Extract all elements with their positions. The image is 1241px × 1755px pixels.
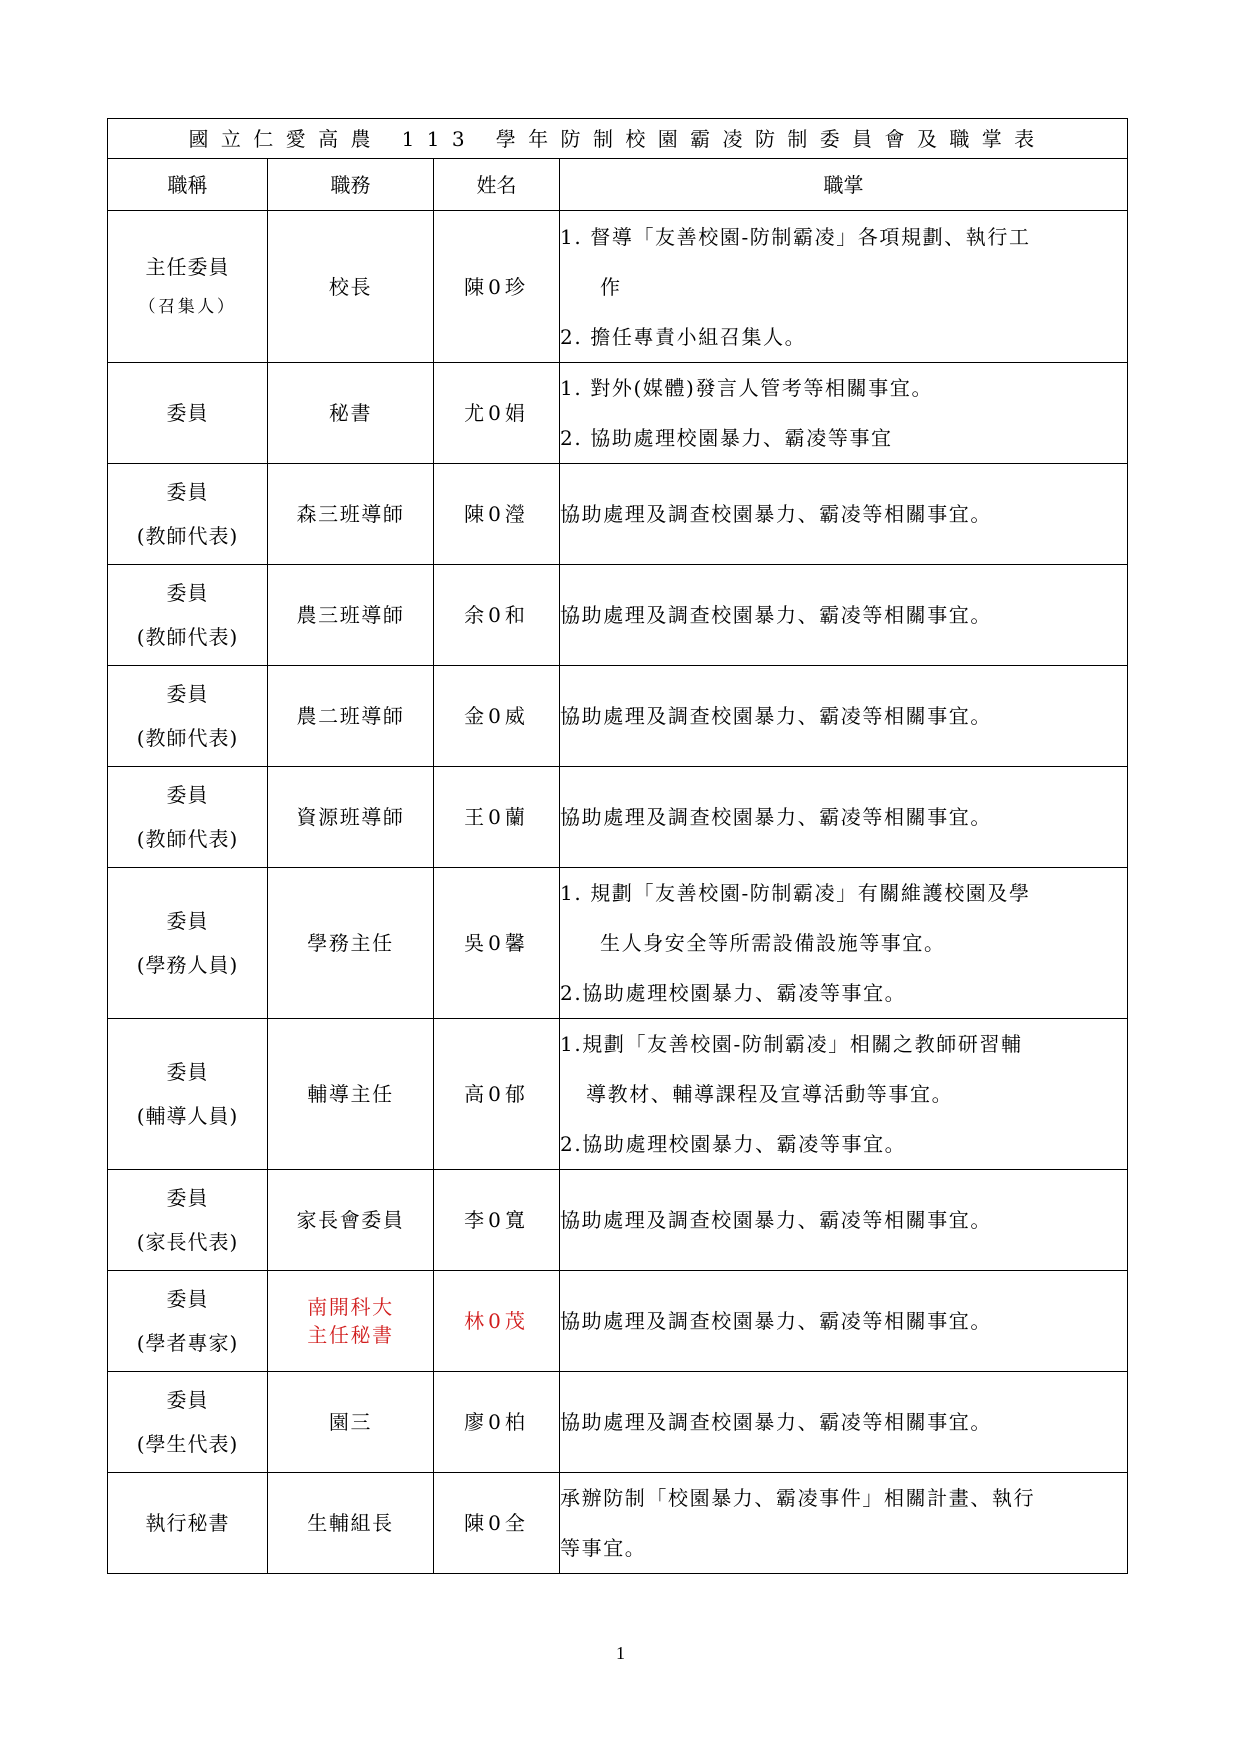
duty-line: 2. 擔任專責小組召集人。 [560,324,807,349]
cell-post: 秘書 [268,363,434,464]
cell-name: 王0蘭 [434,767,560,868]
cell-title [108,767,268,868]
cell-post: 森三班導師 [268,464,434,565]
cell-name: 李0寬 [434,1170,560,1271]
cell-title [108,363,268,464]
cell-title [108,666,268,767]
table-row [108,767,1128,868]
cell-duty [560,868,1128,1019]
title-label: 委員 [166,1287,209,1311]
cell-duty [560,1372,1128,1473]
title-label: 主任委員 [145,255,230,280]
duty-line: 導教材、輔導課程及宣導活動等事宜。 [586,1082,954,1106]
post-line: 南開科大 [307,1295,394,1319]
duty-line: 生人身安全等所需設備設施等事宜。 [600,931,946,955]
cell-name: 高0郁 [434,1019,560,1170]
duty-line: 1. 規劃「友善校園-防制霸凌」有關維護校園及學 [560,881,1031,905]
title-note: （召集人） [138,297,237,318]
table-row [108,1170,1128,1271]
title-note: (教師代表) [136,827,239,851]
cell-name: 陳0瀅 [434,464,560,565]
title-label: 委員 [166,682,209,706]
cell-duty [560,464,1128,565]
table-row [108,363,1128,464]
title-note: (教師代表) [136,726,239,750]
cell-title [108,1473,268,1574]
cell-duty [560,363,1128,464]
cell-duty [560,767,1128,868]
cell-post: 學務主任 [268,868,434,1019]
table-row [108,211,1128,363]
cell-name: 金0威 [434,666,560,767]
cell-post [268,1271,434,1372]
page-number: 1 [616,1643,625,1663]
cell-name: 廖0柏 [434,1372,560,1473]
cell-post: 生輔組長 [268,1473,434,1574]
duty-line: 1. 對外(媒體)發言人管考等相關事宜。 [560,376,934,400]
title-note: (家長代表) [136,1230,239,1254]
cell-duty [560,1019,1128,1170]
title-label: 委員 [166,581,209,605]
cell-duty [560,666,1128,767]
cell-duty [560,211,1128,363]
title-note: (學者專家) [136,1331,239,1355]
table-header-row [108,159,1128,211]
title-note: (教師代表) [136,625,239,649]
cell-title [108,1271,268,1372]
cell-post: 資源班導師 [268,767,434,868]
cell-name: 余0和 [434,565,560,666]
table-row [108,666,1128,767]
duty-line: 承辦防制「校園暴力、霸凌事件」相關計畫、執行 [560,1486,1036,1510]
cell-post: 輔導主任 [268,1019,434,1170]
duty-line: 作 [600,274,622,299]
cell-name: 吳0馨 [434,868,560,1019]
title-label: 執行秘書 [145,1511,230,1535]
header-name: 姓名 [434,159,560,211]
table-row [108,1019,1128,1170]
table-row [108,1372,1128,1473]
cell-post: 家長會委員 [268,1170,434,1271]
cell-title [108,1372,268,1473]
header-title: 職稱 [108,159,268,211]
title-label: 委員 [166,1388,209,1412]
cell-title [108,211,268,363]
title-note: (學務人員) [136,953,239,977]
duty-line: 協助處理及調查校園暴力、霸凌等相關事宜。 [560,603,992,627]
title-label: 委員 [166,783,209,807]
duty-line: 協助處理及調查校園暴力、霸凌等相關事宜。 [560,805,992,829]
cell-duty [560,1473,1128,1574]
duty-line: 2. 協助處理校園暴力、霸凌等事宜 [560,426,893,450]
table-row [108,565,1128,666]
cell-duty [560,1271,1128,1372]
cell-title [108,1019,268,1170]
header-post: 職務 [268,159,434,211]
cell-name: 陳0珍 [434,211,560,363]
post-line: 主任秘書 [307,1323,394,1347]
duty-line: 協助處理及調查校園暴力、霸凌等相關事宜。 [560,1208,992,1232]
duty-line: 1. 督導「友善校園-防制霸凌」各項規劃、執行工 [560,224,1031,249]
cell-post: 農三班導師 [268,565,434,666]
title-note: (教師代表) [136,524,239,548]
cell-title [108,1170,268,1271]
header-duty: 職掌 [560,159,1128,211]
duty-line: 等事宜。 [560,1536,647,1560]
table-row [108,464,1128,565]
title-label: 委員 [166,401,209,425]
committee-table [107,118,1128,1574]
title-label: 委員 [166,1186,209,1210]
duty-line: 協助處理及調查校園暴力、霸凌等相關事宜。 [560,704,992,728]
title-label: 委員 [166,480,209,504]
cell-title [108,464,268,565]
title-label: 委員 [166,1060,209,1084]
table-row [108,1271,1128,1372]
cell-title [108,565,268,666]
cell-name: 陳0全 [434,1473,560,1574]
cell-name: 尤0娟 [434,363,560,464]
duty-line: 2.協助處理校園暴力、霸凌等事宜。 [560,1132,907,1156]
cell-post: 園三 [268,1372,434,1473]
duty-line: 協助處理及調查校園暴力、霸凌等相關事宜。 [560,502,992,526]
cell-post: 農二班導師 [268,666,434,767]
cell-post: 校長 [268,211,434,363]
cell-duty [560,565,1128,666]
document-title: 國立仁愛高農 113 學年防制校園霸凌防制委員會及職掌表 [108,119,1128,159]
title-note: (輔導人員) [136,1104,239,1128]
duty-line: 協助處理及調查校園暴力、霸凌等相關事宜。 [560,1309,992,1333]
cell-title [108,868,268,1019]
cell-duty [560,1170,1128,1271]
duty-line: 1.規劃「友善校園-防制霸凌」相關之教師研習輔 [560,1032,1023,1056]
duty-line: 協助處理及調查校園暴力、霸凌等相關事宜。 [560,1410,992,1434]
cell-name: 林0茂 [434,1271,560,1372]
table-row [108,868,1128,1019]
table-row [108,1473,1128,1574]
title-label: 委員 [166,909,209,933]
duty-line: 2.協助處理校園暴力、霸凌等事宜。 [560,981,907,1005]
title-note: (學生代表) [136,1432,239,1456]
